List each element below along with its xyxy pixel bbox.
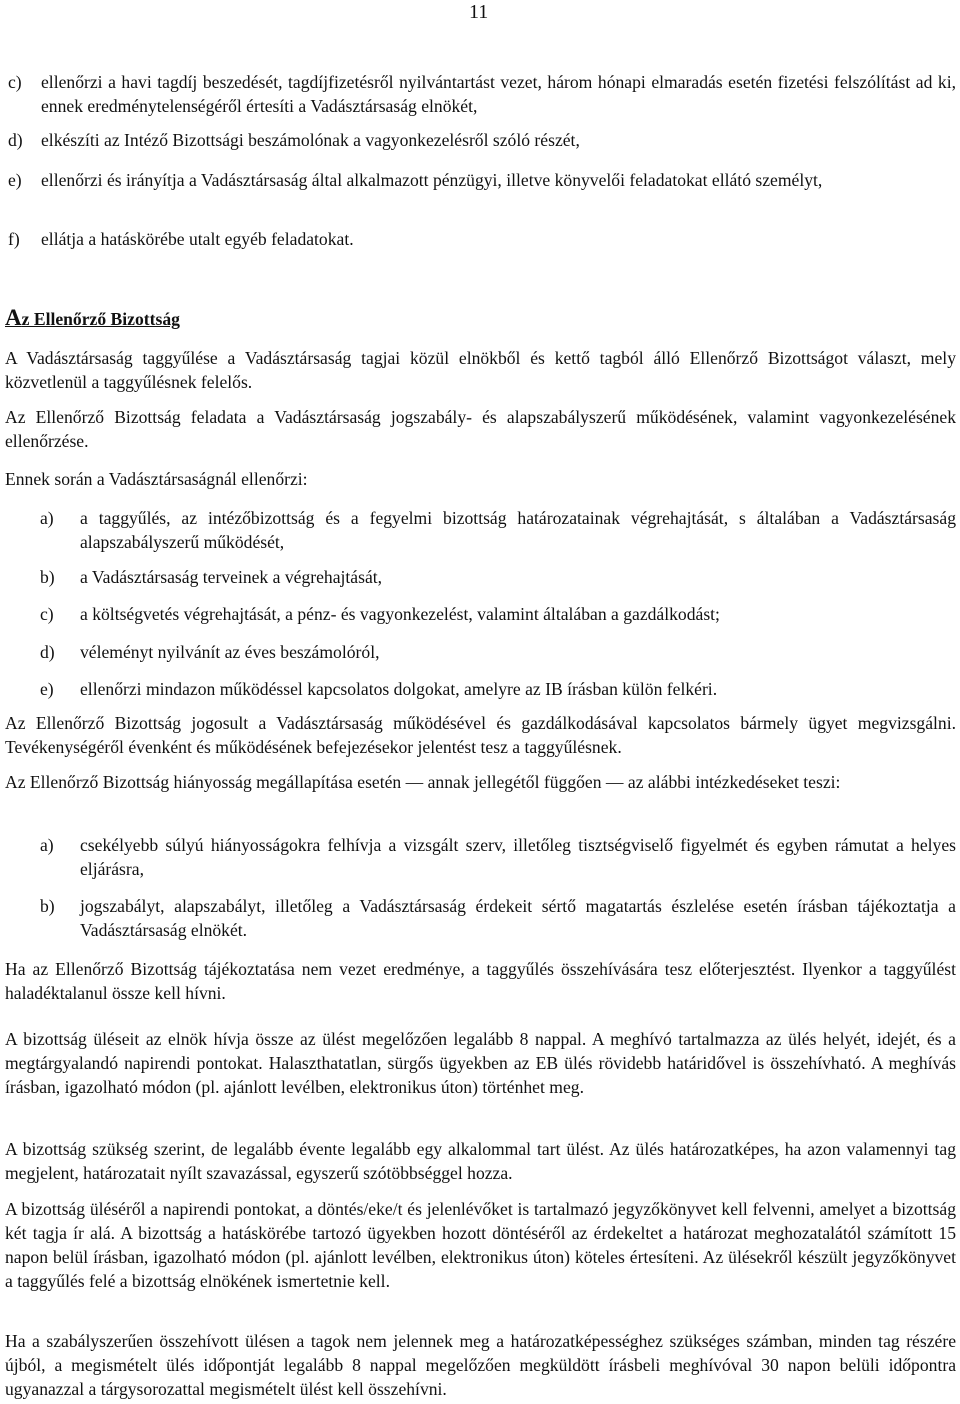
list-item-label: a) <box>40 835 54 855</box>
list-item-text: véleményt nyilvánít az éves beszámolóról, <box>80 642 380 662</box>
section-heading-text: z Ellenőrző Bizottság <box>21 309 180 329</box>
list-item <box>40 894 956 942</box>
paragraph: Az Ellenőrző Bizottság jogosult a Vadásztársaság működésével és gazdálkodásával kapcsolatos bármely ügyet megvizsgálni. Tevékenységéről évenként és működésének befejezésekor jelentést tesz a taggyűlésnek. <box>5 713 956 757</box>
list-item-text: jogszabályt, alapszabályt, illetőleg a Vadásztársaság érdekeit sértő magatartás észlelése esetén írásban tájékoztatja a Vadásztársaság elnökét. <box>80 896 956 940</box>
section-heading-initial: A <box>5 305 22 330</box>
list-item-label: e) <box>40 679 54 699</box>
list-item-label: a) <box>40 508 54 528</box>
list-item-label: c) <box>8 72 22 92</box>
list-item <box>40 833 956 881</box>
list-item <box>40 602 956 626</box>
list-item <box>8 168 956 192</box>
section-heading <box>5 306 180 331</box>
list-item-label: c) <box>40 604 54 624</box>
list-item <box>40 640 956 664</box>
list-item-label: d) <box>8 130 23 150</box>
list-item-text: ellenőrzi a havi tagdíj beszedését, tagdíjfizetésről nyilvántartást vezet, három hónapi elmaradás esetén fizetési felszólítást ad ki, ennek eredménytelenségéről értesíti a Vadásztársaság elnökét, <box>41 72 956 116</box>
paragraph: A bizottság üléseit az elnök hívja össze az ülést megelőzően legalább 8 nappal. A meghívó tartalmazza az ülés helyét, idejét, és a megtárgyalandó napirendi pontokat. Halaszthatatlan, sürgős ügyekben az EB ülés rövidebb határidővel is összehívható. A meghívás írásban, igazolható módon (pl. ajánlott levélben, elektronikus úton) történhet meg. <box>5 1029 956 1097</box>
list-item <box>8 70 956 118</box>
list-item-label: b) <box>40 896 55 916</box>
list-item-text: ellenőrzi és irányítja a Vadásztársaság által alkalmazott pénzügyi, illetve könyvelői feladatokat ellátó személyt, <box>41 170 823 190</box>
list-item-label: d) <box>40 642 55 662</box>
list-item <box>8 227 956 251</box>
list-item-text: a Vadásztársaság terveinek a végrehajtását, <box>80 567 383 587</box>
paragraph: Az Ellenőrző Bizottság feladata a Vadásztársaság jogszabály- és alapszabályszerű működésének, valamint vagyonkezelésének ellenőrzése. <box>5 407 956 451</box>
list-item <box>8 128 956 152</box>
list-item <box>40 677 956 701</box>
list-item-text: a költségvetés végrehajtását, a pénz- és vagyonkezelést, valamint általában a gazdálkodást; <box>80 604 720 624</box>
list-item-label: b) <box>40 567 55 587</box>
paragraph: A Vadásztársaság taggyűlése a Vadásztársaság tagjai közül elnökből és kettő tagból álló Ellenőrző Bizottságot választ, mely közvetlenül a taggyűlésnek felelős. <box>5 348 956 392</box>
list-item-text: a taggyűlés, az intézőbizottság és a fegyelmi bizottság határozatainak végrehajtását, s általában a Vadásztársaság alapszabályszerű működését, <box>80 508 956 552</box>
page-number: 11 <box>469 1 489 23</box>
paragraph: A bizottság szükség szerint, de legalább évente legalább egy alkalommal tart ülést. Az ülés határozatképes, ha azon valamennyi tag megjelent, határozatait nyílt szavazással, egyszerű szótöbbséggel hozza. <box>5 1139 956 1183</box>
paragraph: Ha a szabályszerűen összehívott ülésen a tagok nem jelennek meg a határozatképességhez szükséges számban, minden tag részére újból, a megismételt ülés időpontját legalább 8 nappal megelőzően megküldött írásbeli meghívóval 30 napon belüli időpontra ugyanazzal a tárgysorozattal megismételt ülést kell összehívni. <box>5 1331 956 1399</box>
list-item <box>40 506 956 554</box>
list-item-text: ellátja a hatáskörébe utalt egyéb feladatokat. <box>41 229 354 249</box>
list-item <box>40 565 956 589</box>
list-item-text: elkészíti az Intéző Bizottsági beszámolónak a vagyonkezelésről szóló részét, <box>41 130 580 150</box>
list-item-label: f) <box>8 229 20 249</box>
list-item-text: csekélyebb súlyú hiányosságokra felhívja a vizsgált szerv, illetőleg tisztségviselő figyelmét és egyben rámutat a helyes eljárásra, <box>80 835 956 879</box>
list-item-label: e) <box>8 170 22 190</box>
paragraph: Ennek során a Vadásztársaságnál ellenőrzi: <box>5 469 308 489</box>
paragraph: Az Ellenőrző Bizottság hiányosság megállapítása esetén — annak jellegétől függően — az alábbi intézkedéseket teszi: <box>5 772 841 792</box>
list-item-text: ellenőrzi mindazon működéssel kapcsolatos dolgokat, amelyre az IB írásban külön felkéri. <box>80 679 718 699</box>
paragraph: Ha az Ellenőrző Bizottság tájékoztatása nem vezet eredménye, a taggyűlés összehívására tesz előterjesztést. Ilyenkor a taggyűlést haladéktalanul össze kell hívni. <box>5 959 956 1003</box>
paragraph: A bizottság üléséről a napirendi pontokat, a döntés/eke/t és jelenlévőket is tartalmazó jegyzőkönyvet kell felvenni, amelyet a bizottság két tagja ír alá. A bizottság a hatáskörébe tartozó ügyekben hozott döntéséről az érdekeltet a határozat meghozatalától számított 15 napon belül írásban, igazolható módon (pl. ajánlott levélben, elektronikus úton) köteles értesíteni. Az ülésekről készült jegyzőkönyvet a taggyűlés felé a bizottság elnökének ismertetnie kell. <box>5 1199 956 1291</box>
